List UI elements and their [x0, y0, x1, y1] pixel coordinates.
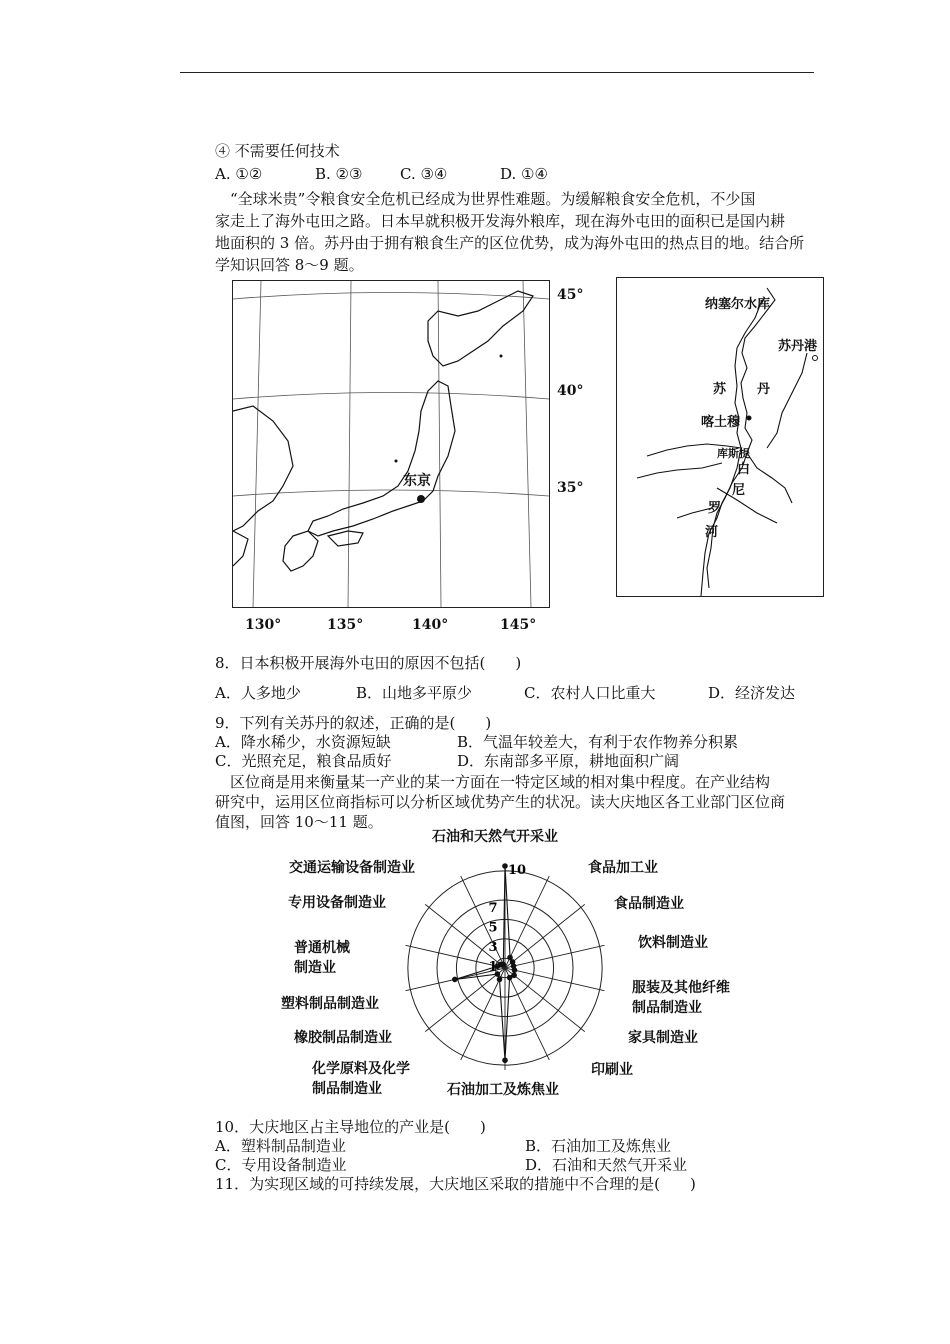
- radar-spoke: [461, 876, 505, 968]
- lat-label: 35°: [557, 480, 584, 496]
- radar-label: 食品加工业: [588, 860, 658, 876]
- japan-map: [232, 280, 550, 608]
- radar-label: 交通运输设备制造业: [289, 860, 415, 876]
- q8-option-b: B．山地多平原少: [356, 684, 473, 702]
- radar-data-point: [501, 962, 507, 968]
- lon-label: 135°: [327, 617, 364, 633]
- q8-option-a: A．人多地少: [215, 684, 301, 702]
- radar-spoke: [505, 876, 549, 968]
- passage2-line: 值图，回答 10～11 题。: [215, 813, 383, 831]
- label-nasser-reservoir: 纳塞尔水库: [705, 297, 771, 312]
- q8-stem: 8．日本积极开展海外屯田的原因不包括( ): [215, 654, 522, 672]
- label-white-nile: 尼: [732, 483, 746, 498]
- lon-label: 140°: [412, 617, 449, 633]
- radar-label: 制品制造业: [632, 1000, 702, 1016]
- label-white-nile: 河: [705, 525, 719, 540]
- radar-data-point: [502, 1057, 508, 1063]
- q9-option-a: A．降水稀少，水资源短缺: [215, 733, 391, 751]
- q10-option-a: A．塑料制品制造业: [215, 1137, 346, 1155]
- radar-data-point: [502, 863, 508, 869]
- q10-option-c: C．专用设备制造业: [215, 1156, 347, 1174]
- radar-ring-label: 5: [488, 920, 498, 936]
- q10-option-b: B．石油加工及炼焦业: [525, 1137, 672, 1155]
- option-4-text: ④ 不需要任何技术: [215, 142, 340, 160]
- radar-data-point: [512, 967, 518, 973]
- radar-label: 化学原料及化学: [312, 1061, 410, 1077]
- sudan-map-drawing: [617, 278, 823, 596]
- radar-label: 食品制造业: [614, 896, 684, 912]
- lon-label: 130°: [245, 617, 282, 633]
- label-white-nile: 罗: [708, 501, 722, 516]
- q10-option-d: D．石油和天然气开采业: [525, 1156, 688, 1174]
- q11-stem: 11．为实现区域的可持续发展，大庆地区采取的措施中不合理的是( ): [215, 1175, 696, 1193]
- passage1-line: 地面积的 3 倍。苏丹由于拥有粮食生产的区位优势，成为海外屯田的热点目的地。结合所: [215, 234, 805, 252]
- radar-label: 制造业: [294, 960, 336, 976]
- q7-option-b: B. ②③: [315, 165, 363, 183]
- radar-ring-label: 10: [507, 863, 527, 878]
- passage1-line: 学知识回答 8～9 题。: [215, 256, 364, 274]
- passage1-line: “全球米贵”令粮食安全危机已经成为世界性难题。为缓解粮食安全危机，不少国: [230, 190, 756, 208]
- radar-label: 普通机械: [294, 940, 350, 956]
- q9-option-b: B．气温年较差大，有利于农作物养分积累: [457, 733, 739, 751]
- label-white-nile: 白: [737, 462, 751, 477]
- radar-spoke: [505, 968, 549, 1060]
- radar-label: 制品制造业: [312, 1081, 382, 1097]
- q7-option-c: C. ③④: [400, 165, 448, 183]
- japan-map-drawing: [233, 281, 549, 607]
- q7-option-a: A. ①②: [215, 165, 263, 183]
- label-dan: 丹: [757, 382, 771, 397]
- label-kosti: 库斯提: [717, 447, 750, 460]
- header-rule: [180, 72, 814, 73]
- radar-ring-label: 7: [488, 901, 498, 916]
- q7-option-d: D. ①④: [500, 165, 548, 183]
- radar-ring-label: 3: [488, 939, 498, 955]
- location-quotient-radar-chart: [400, 848, 610, 1078]
- label-khartoum: 喀土穆: [701, 415, 741, 430]
- passage1-line: 家走上了海外屯田之路。日本早就积极开发海外粮库，现在海外屯田的面积已是国内耕: [215, 212, 786, 230]
- passage2-line: 研究中，运用区位商指标可以分析区域优势产生的状况。读大庆地区各工业部门区位商: [215, 793, 786, 811]
- radar-label: 印刷业: [591, 1062, 633, 1078]
- sudan-map: [616, 277, 824, 597]
- label-su: 苏: [713, 382, 727, 397]
- radar-data-point: [497, 977, 503, 983]
- radar-ring-label: 1: [488, 959, 498, 975]
- q10-stem: 10．大庆地区占主导地位的产业是( ): [215, 1118, 486, 1136]
- city-label-tokyo: 东京: [403, 473, 431, 489]
- radar-label: 家具制造业: [628, 1030, 698, 1046]
- q9-option-c: C．光照充足，粮食品质好: [215, 752, 392, 770]
- passage2-line: 区位商是用来衡量某一产业的某一方面在一特定区域的相对集中程度。在产业结构: [230, 773, 771, 791]
- lat-label: 40°: [557, 383, 584, 399]
- radar-label: 橡胶制品制造业: [294, 1030, 392, 1046]
- lon-label: 145°: [500, 617, 537, 633]
- radar-label: 石油和天然气开采业: [432, 829, 558, 845]
- radar-label: 石油加工及炼焦业: [447, 1082, 559, 1098]
- lat-label: 45°: [557, 287, 584, 303]
- label-port-sudan: 苏丹港: [778, 339, 818, 354]
- q9-stem: 9．下列有关苏丹的叙述，正确的是( ): [215, 714, 492, 732]
- radar-data-point: [452, 977, 458, 983]
- radar-data-point: [507, 975, 513, 981]
- q8-option-d: D．经济发达: [708, 684, 796, 702]
- radar-label: 塑料制品制造业: [281, 996, 379, 1012]
- radar-label: 饮料制造业: [638, 935, 708, 951]
- q9-option-d: D．东南部多平原，耕地面积广阔: [457, 752, 680, 770]
- q8-option-c: C．农村人口比重大: [524, 684, 656, 702]
- radar-label: 服装及其他纤维: [632, 980, 730, 996]
- radar-label: 专用设备制造业: [288, 895, 386, 911]
